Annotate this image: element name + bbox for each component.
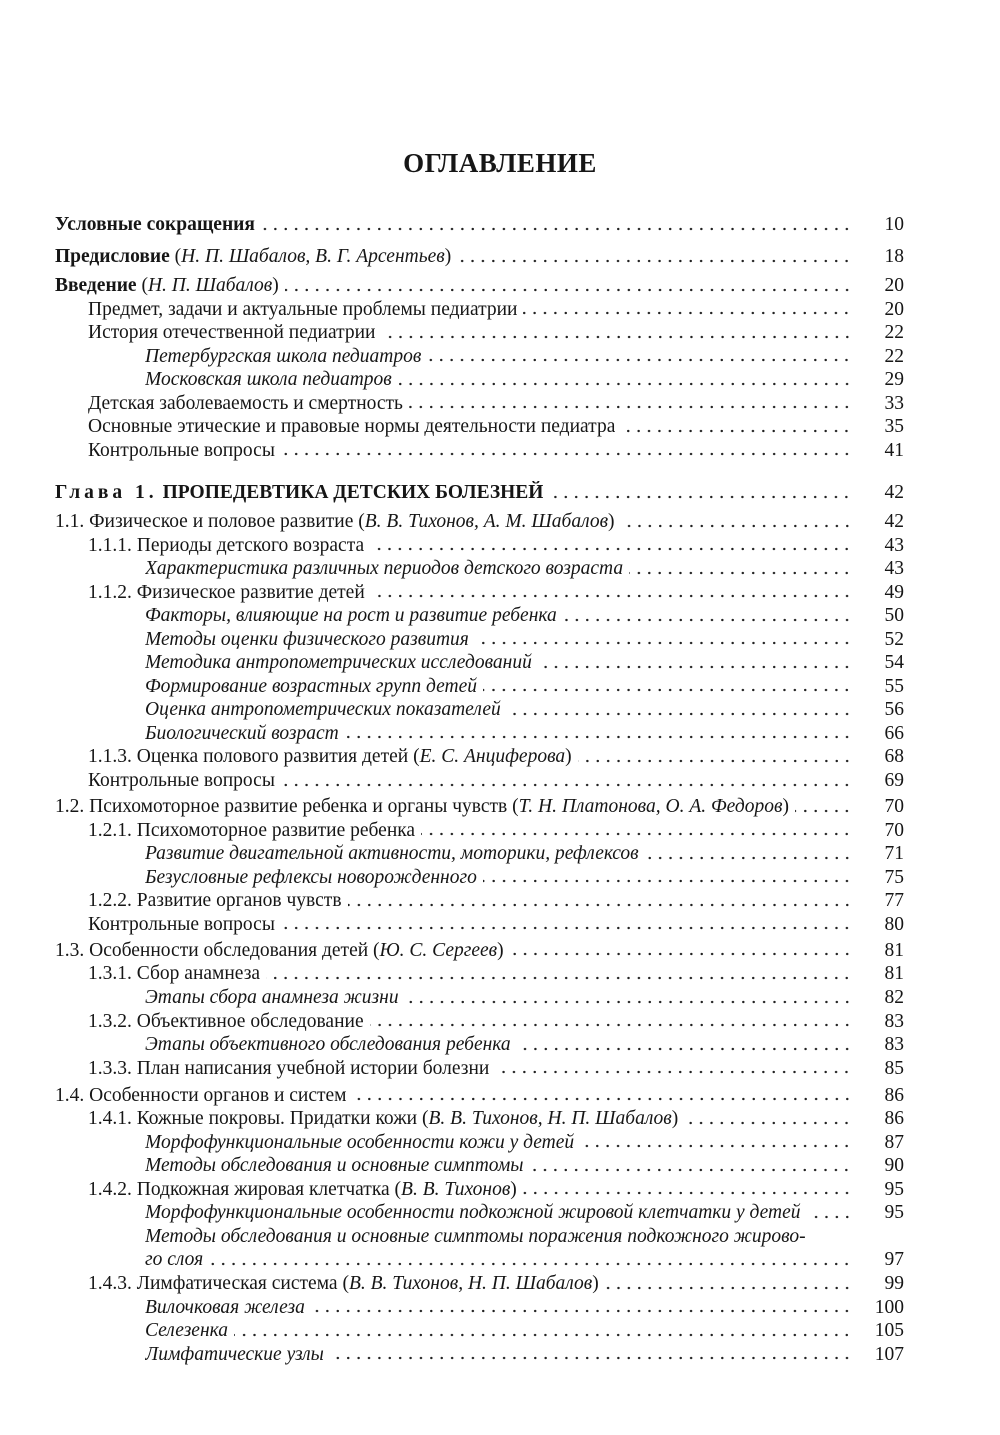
chapter-title: ПРОПЕДЕВТИКА ДЕТСКИХ БОЛЕЗНЕЙ	[162, 481, 544, 503]
toc-section	[55, 481, 904, 505]
entry-authors: Ю. С. Сергеев	[379, 939, 498, 961]
entry-title	[88, 913, 275, 937]
page-number: 66	[884, 722, 904, 744]
toc-entry[interactable]	[55, 675, 904, 699]
page-number: 20	[884, 298, 904, 320]
dot-leader	[629, 570, 852, 576]
toc-entry[interactable]	[55, 1296, 904, 1320]
entry-label: Развитие двигательной активности, моторики, рефлексов	[145, 843, 639, 865]
toc-entry[interactable]	[55, 274, 904, 298]
entry-label: Московская школа педиатров	[145, 369, 392, 391]
entry-label: Вилочковая железа	[145, 1296, 305, 1318]
entry-label: Биологический возраст	[145, 722, 339, 744]
entry-authors: В. В. Тихонов, А. М. Шабалов	[364, 511, 609, 533]
dot-leader	[353, 1096, 852, 1102]
dot-leader	[345, 734, 852, 740]
entry-title	[145, 604, 557, 628]
entry-title	[55, 1084, 347, 1108]
dot-leader	[409, 404, 852, 410]
table-of-contents	[55, 213, 904, 1366]
entry-title	[88, 298, 517, 322]
entry-label: Характеристика различных периодов детского возраста	[145, 558, 624, 580]
entry-label: Морфофункциональные особенности кожи у детей	[145, 1131, 575, 1153]
toc-entry[interactable]	[55, 842, 904, 866]
dot-leader	[483, 687, 852, 693]
entry-label: Методика антропометрических исследований	[145, 652, 532, 674]
dot-leader	[421, 831, 852, 837]
page-number: 95	[884, 1202, 904, 1224]
dot-leader	[348, 902, 852, 908]
entry-authors: В. В. Тихонов, Н. П. Шабалов	[348, 1273, 593, 1295]
dot-leader	[209, 1261, 852, 1267]
toc-entry[interactable]	[55, 795, 904, 819]
entry-label-continuation: го слоя	[145, 1249, 204, 1271]
toc-entry[interactable]	[55, 481, 904, 505]
entry-label: Факторы, влияющие на рост и развитие ребенка	[145, 605, 557, 627]
dot-leader	[281, 451, 852, 457]
toc-entry[interactable]	[55, 1343, 904, 1367]
entry-authors: Н. П. Шабалов, В. Г. Арсентьев	[181, 246, 445, 268]
dot-leader	[285, 287, 852, 293]
entry-title	[88, 392, 403, 416]
entry-title	[88, 819, 415, 843]
dot-leader	[580, 1143, 852, 1149]
page-number: 52	[884, 628, 904, 650]
dot-leader	[549, 494, 852, 500]
entry-title	[145, 628, 469, 652]
page-number: 22	[884, 345, 904, 367]
entry-authors: В. В. Тихонов	[401, 1178, 511, 1200]
entry-title	[145, 986, 399, 1010]
dot-leader	[475, 640, 852, 646]
entry-title: 1.1.3. Оценка полового развития детей (Е. С. Анциферова)	[88, 746, 572, 768]
entry-title: Введение (Н. П. Шабалов)	[55, 275, 279, 297]
toc-entry[interactable]	[55, 345, 904, 369]
dot-leader	[266, 975, 852, 981]
dot-leader	[371, 593, 852, 599]
toc-entry[interactable]	[55, 722, 904, 746]
entry-label: Этапы сбора анамнеза жизни	[145, 986, 399, 1008]
entry-label: 1.4.1. Кожные покровы. Придатки кожи	[88, 1108, 418, 1130]
dot-leader	[807, 1214, 852, 1220]
toc-section	[55, 510, 904, 793]
entry-label: 1.3.3. План написания учебной истории болезни	[88, 1057, 490, 1079]
entry-title: 1.4.2. Подкожная жировая клетчатка (В. В. Тихонов)	[88, 1178, 517, 1200]
dot-leader	[621, 428, 852, 434]
chapter-number: Глава 1.	[55, 481, 158, 503]
entry-label: 1.4.2. Подкожная жировая клетчатка	[88, 1178, 390, 1200]
page-number: 42	[884, 481, 904, 503]
toc-entry[interactable]	[55, 913, 904, 937]
entry-title	[88, 1057, 489, 1081]
dot-leader	[538, 664, 852, 670]
dot-leader	[281, 782, 852, 788]
page-number: 77	[884, 890, 904, 912]
entry-label: Основные этические и правовые нормы деятельности педиатра	[88, 416, 616, 438]
toc-entry[interactable]	[55, 889, 904, 913]
toc-entry[interactable]	[55, 1178, 904, 1202]
entry-label: Условные сокращения	[55, 214, 255, 235]
entry-title	[55, 213, 255, 237]
entry-label: Этапы объективного обследования ребенка	[145, 1034, 511, 1056]
dot-leader	[405, 999, 852, 1005]
entry-label: 1.3. Особенности обследования детей	[55, 939, 369, 961]
entry-title: 1.4.1. Кожные покровы. Придатки кожи (В. В. Тихонов, Н. П. Шабалов)	[88, 1108, 679, 1130]
dot-leader	[684, 1120, 852, 1126]
page-number: 99	[884, 1273, 904, 1295]
page-number: 87	[884, 1131, 904, 1153]
page-number: 54	[884, 652, 904, 674]
page-number: 81	[884, 939, 904, 961]
toc-section	[55, 1084, 904, 1367]
toc-entry[interactable]	[55, 368, 904, 392]
toc-entry[interactable]	[55, 213, 904, 237]
toc-entry[interactable]	[55, 321, 904, 345]
page-number: 50	[884, 605, 904, 627]
entry-label: 1.3.1. Сбор анамнеза	[88, 963, 261, 985]
entry-title: 1.1. Физическое и половое развитие (В. В. Тихонов, А. М. Шабалов)	[55, 511, 615, 533]
entry-label: Лимфатические узлы	[145, 1343, 324, 1365]
entry-label: Формирование возрастных групп детей	[145, 675, 478, 697]
page-number: 10	[884, 214, 904, 235]
entry-label: 1.1.3. Оценка полового развития детей	[88, 746, 409, 768]
dot-leader	[457, 258, 852, 264]
entry-title	[145, 1201, 801, 1225]
entry-title	[145, 1319, 228, 1343]
toc-entry[interactable]	[55, 604, 904, 628]
entry-title	[145, 557, 623, 581]
entry-label: Детская заболеваемость и смертность	[88, 392, 403, 414]
dot-leader	[495, 1069, 852, 1075]
toc-section	[55, 213, 904, 237]
entry-title	[145, 651, 532, 675]
page-number: 18	[884, 246, 904, 268]
page-number: 49	[884, 581, 904, 603]
entry-label: Контрольные вопросы	[88, 439, 275, 461]
dot-leader	[311, 1308, 852, 1314]
entry-label: 1.1.1. Периоды детского возраста	[88, 534, 365, 556]
entry-label: История отечественной педиатрии	[88, 322, 376, 344]
page-number: 85	[884, 1057, 904, 1079]
entry-label: Введение	[55, 275, 137, 297]
entry-title	[88, 962, 260, 986]
dot-leader	[578, 758, 852, 764]
toc-entry[interactable]	[55, 415, 904, 439]
toc-entry[interactable]	[55, 1033, 904, 1057]
dot-leader	[281, 925, 852, 931]
dot-leader	[563, 617, 852, 623]
entry-label: Предисловие	[55, 246, 170, 268]
entry-label: Петербургская школа педиатров	[145, 345, 422, 367]
dot-leader	[382, 334, 853, 340]
page-number: 70	[884, 819, 904, 841]
toc-entry[interactable]	[55, 557, 904, 581]
toc-entry-continuation[interactable]	[55, 1248, 904, 1272]
dot-leader	[330, 1355, 852, 1361]
entry-label: 1.4.3. Лимфатическая система	[88, 1273, 338, 1295]
entry-title	[88, 321, 376, 345]
entry-label: 1.1.2. Физическое развитие детей	[88, 581, 365, 603]
dot-leader	[645, 855, 852, 861]
dot-leader	[507, 711, 852, 717]
page-number: 71	[884, 843, 904, 865]
toc-entry[interactable]	[55, 1107, 904, 1131]
page-number: 43	[884, 558, 904, 580]
toc-entry[interactable]	[55, 1010, 904, 1034]
toc-entry[interactable]	[55, 245, 904, 269]
page-number: 43	[884, 534, 904, 556]
entry-title	[55, 481, 543, 505]
entry-label: Оценка антропометрических показателей	[145, 699, 501, 721]
dot-leader	[370, 546, 852, 552]
page-number: 56	[884, 699, 904, 721]
entry-label: Селезенка	[145, 1320, 229, 1342]
entry-title: 1.3. Особенности обследования детей (Ю. С. Сергеев)	[55, 939, 504, 961]
page-number: 35	[884, 416, 904, 438]
entry-label: Методы оценки физического развития	[145, 628, 469, 650]
entry-label: Морфофункциональные особенности подкожной жировой клетчатки у детей	[145, 1202, 801, 1224]
toc-entry[interactable]	[55, 1201, 904, 1225]
toc-section	[55, 795, 904, 936]
entry-title	[145, 1343, 324, 1367]
entry-title	[88, 439, 275, 463]
entry-title	[88, 1010, 364, 1034]
toc-section	[55, 245, 904, 269]
entry-title	[88, 889, 342, 913]
dot-leader	[261, 226, 852, 232]
entry-title	[88, 769, 275, 793]
dot-leader	[605, 1285, 852, 1291]
toc-entry[interactable]	[55, 1084, 904, 1108]
entry-authors: Н. П. Шабалов	[147, 275, 273, 297]
page-number: 80	[884, 913, 904, 935]
page-number: 20	[884, 275, 904, 297]
toc-entry[interactable]	[55, 1272, 904, 1296]
entry-title	[145, 345, 421, 369]
page-number: 95	[884, 1178, 904, 1200]
dot-leader	[427, 357, 852, 363]
toc-entry[interactable]	[55, 581, 904, 605]
toc-entry[interactable]	[55, 986, 904, 1010]
entry-label: 1.3.2. Объективное обследование	[88, 1010, 364, 1032]
page-number: 55	[884, 675, 904, 697]
entry-title: 1.2. Психомоторное развитие ребенка и органы чувств (Т. Н. Платонова, О. А. Федоров)	[55, 796, 789, 818]
entry-label: 1.2.2. Развитие органов чувств	[88, 890, 342, 912]
entry-title: 1.4.3. Лимфатическая система (В. В. Тихонов, Н. П. Шабалов)	[88, 1273, 599, 1295]
entry-label: Контрольные вопросы	[88, 913, 275, 935]
page-number: 83	[884, 1034, 904, 1056]
toc-entry[interactable]	[55, 534, 904, 558]
toc-entry[interactable]	[55, 439, 904, 463]
page-number: 69	[884, 770, 904, 792]
dot-leader	[523, 1190, 852, 1196]
entry-label: Методы обследования и основные симптомы поражения подкожного жирово-	[145, 1225, 806, 1247]
page-number: 90	[884, 1155, 904, 1177]
page-title: ОГЛАВЛЕНИЕ	[403, 148, 597, 178]
page-number: 81	[884, 963, 904, 985]
entry-label: 1.2.1. Психомоторное развитие ребенка	[88, 819, 416, 841]
entry-title	[88, 581, 365, 605]
toc-entry[interactable]	[55, 745, 904, 769]
toc-entry[interactable]	[55, 698, 904, 722]
toc-entry[interactable]	[55, 939, 904, 963]
toc-entry[interactable]	[55, 1225, 904, 1249]
entry-label: 1.1. Физическое и половое развитие	[55, 511, 354, 533]
entry-label: Предмет, задачи и актуальные проблемы педиатрии	[88, 298, 518, 320]
page-number: 82	[884, 986, 904, 1008]
dot-leader	[370, 1022, 852, 1028]
dot-leader	[795, 808, 852, 814]
entry-title: Предисловие (Н. П. Шабалов, В. Г. Арсентьев)	[55, 246, 452, 268]
page-number: 41	[884, 439, 904, 461]
dot-leader	[529, 1167, 852, 1173]
page-number: 97	[884, 1249, 904, 1271]
toc-entry[interactable]	[55, 392, 904, 416]
dot-leader	[510, 951, 852, 957]
page-number: 83	[884, 1010, 904, 1032]
entry-title	[145, 1154, 523, 1178]
toc-entry[interactable]	[55, 769, 904, 793]
toc-section	[55, 274, 904, 462]
entry-authors: Е. С. Анциферова	[419, 746, 566, 768]
entry-title	[145, 675, 477, 699]
dot-leader	[483, 878, 852, 884]
entry-label: 1.2. Психомоторное развитие ребенка и органы чувств	[55, 796, 508, 818]
page-number: 70	[884, 796, 904, 818]
entry-title	[145, 842, 639, 866]
page-number: 42	[884, 511, 904, 533]
page-number: 107	[874, 1343, 904, 1365]
entry-title	[145, 1033, 511, 1057]
toc-entry[interactable]	[55, 1057, 904, 1081]
dot-leader	[234, 1332, 852, 1338]
entry-title	[145, 1296, 305, 1320]
toc-section	[55, 939, 904, 1080]
toc-entry[interactable]	[55, 1154, 904, 1178]
toc-entry[interactable]	[55, 628, 904, 652]
toc-entry[interactable]	[55, 1319, 904, 1343]
entry-title	[145, 722, 339, 746]
toc-entry[interactable]	[55, 651, 904, 675]
page-number: 86	[884, 1084, 904, 1106]
page-number: 105	[874, 1320, 904, 1342]
page-number: 22	[884, 322, 904, 344]
toc-entry[interactable]	[55, 962, 904, 986]
dot-leader	[398, 381, 852, 387]
entry-label: 1.4. Особенности органов и систем	[55, 1084, 347, 1106]
page-number: 86	[884, 1108, 904, 1130]
page-number: 68	[884, 746, 904, 768]
entry-authors: В. В. Тихонов, Н. П. Шабалов	[428, 1108, 672, 1130]
page-number: 75	[884, 866, 904, 888]
entry-title	[145, 1225, 806, 1249]
entry-label: Контрольные вопросы	[88, 770, 275, 792]
page-number: 100	[874, 1296, 904, 1318]
dot-leader	[523, 310, 852, 316]
entry-title	[88, 415, 615, 439]
entry-authors: Т. Н. Платонова, О. А. Федоров	[518, 796, 783, 818]
entry-label: Безусловные рефлексы новорожденного	[145, 866, 477, 888]
toc-entry[interactable]	[55, 866, 904, 890]
page-number: 29	[884, 369, 904, 391]
dot-leader	[621, 523, 852, 529]
toc-entry[interactable]	[55, 298, 904, 322]
toc-entry[interactable]	[55, 1131, 904, 1155]
page-number: 33	[884, 392, 904, 414]
toc-entry[interactable]	[55, 819, 904, 843]
entry-title	[145, 1131, 574, 1155]
entry-title	[145, 866, 477, 890]
toc-entry[interactable]	[55, 510, 904, 534]
entry-title	[145, 368, 392, 392]
entry-title	[145, 698, 501, 722]
entry-title	[88, 534, 364, 558]
entry-label: Методы обследования и основные симптомы	[145, 1155, 524, 1177]
dot-leader	[517, 1046, 852, 1052]
